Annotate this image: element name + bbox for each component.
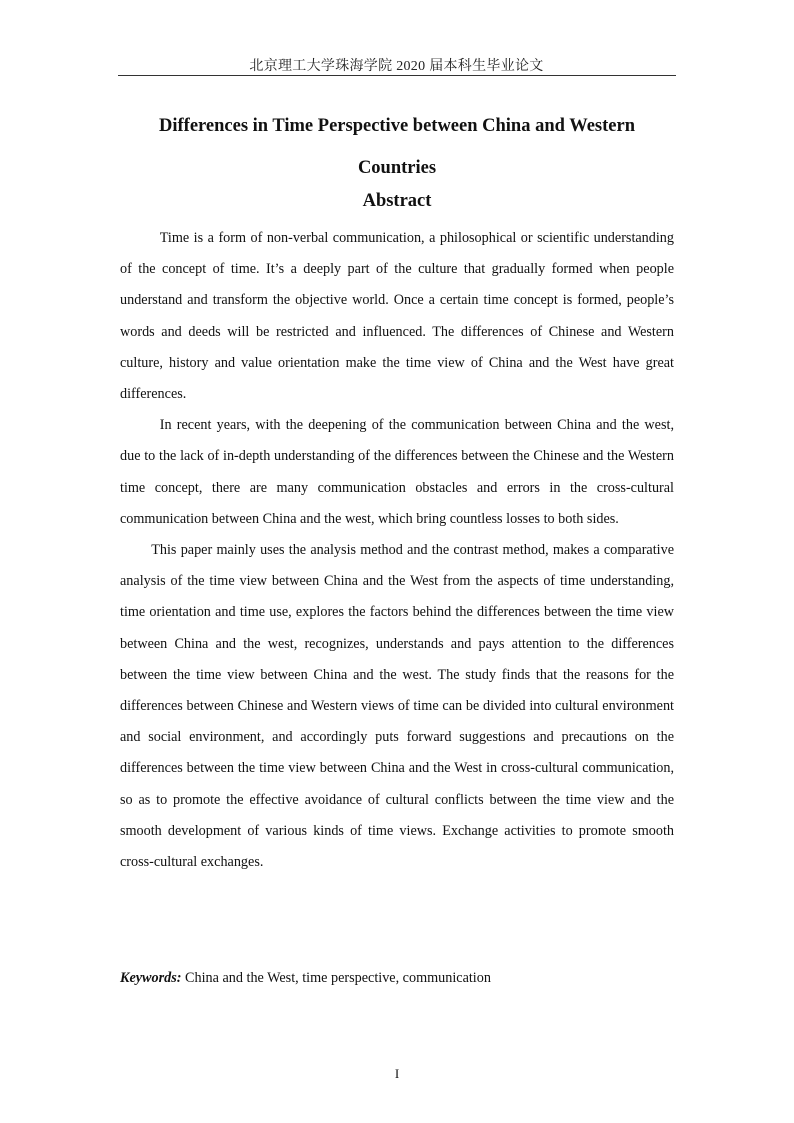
running-header: 北京理工大学珠海学院 2020 届本科生毕业论文 bbox=[249, 59, 544, 74]
abstract-heading: Abstract bbox=[362, 191, 432, 211]
keywords-label: Keywords: bbox=[120, 970, 182, 986]
abstract-body bbox=[120, 223, 674, 878]
keywords-value: China and the West, time perspective, communication bbox=[185, 970, 491, 986]
abstract-paragraph-2: In recent years, with the deepening of the communication between China and the west, due to the lack of in-depth understanding of the differences between the Chinese and the Western time concept, there are many communication obstacles and errors in the cross-cultural communication between China and the west, which bring countless losses to both sides. bbox=[120, 417, 674, 527]
paper-title-line-2: Countries bbox=[357, 158, 437, 178]
paper-title bbox=[118, 105, 676, 189]
abstract-paragraph-1: Time is a form of non-verbal communication, a philosophical or scientific understanding of the concept of time. It’s a deeply part of the culture that gradually formed when people understand and transform the objective world. Once a certain time concept is formed, people’s words and deeds will be restricted and influenced. The differences of Chinese and Western culture, history and value orientation make the time view of China and the West have great differences. bbox=[120, 230, 674, 403]
header-rule bbox=[118, 75, 676, 76]
keywords-line bbox=[120, 966, 674, 990]
paper-title-line-1: Differences in Time Perspective between China and Western bbox=[159, 116, 635, 136]
abstract-paragraph-3: This paper mainly uses the analysis method and the contrast method, makes a comparative analysis of the time view between China and the West from the aspects of time understanding, time orientation and time use, explores the factors behind the differences between the time view between China and the west, recognizes, understands and pays attention to the differences between the time view between China and the west. The study finds that the reasons for the differences between Chinese and Western views of time can be divided into cultural environment and social environment, and accordingly puts forward suggestions and precautions on the differences between the time view between China and the West in cross-cultural communication, so as to promote the effective avoidance of cultural conflicts between the time view and the smooth development of various kinds of time views. Exchange activities to promote smooth cross-cultural exchanges. bbox=[120, 542, 674, 871]
page-number: I bbox=[394, 1066, 400, 1081]
